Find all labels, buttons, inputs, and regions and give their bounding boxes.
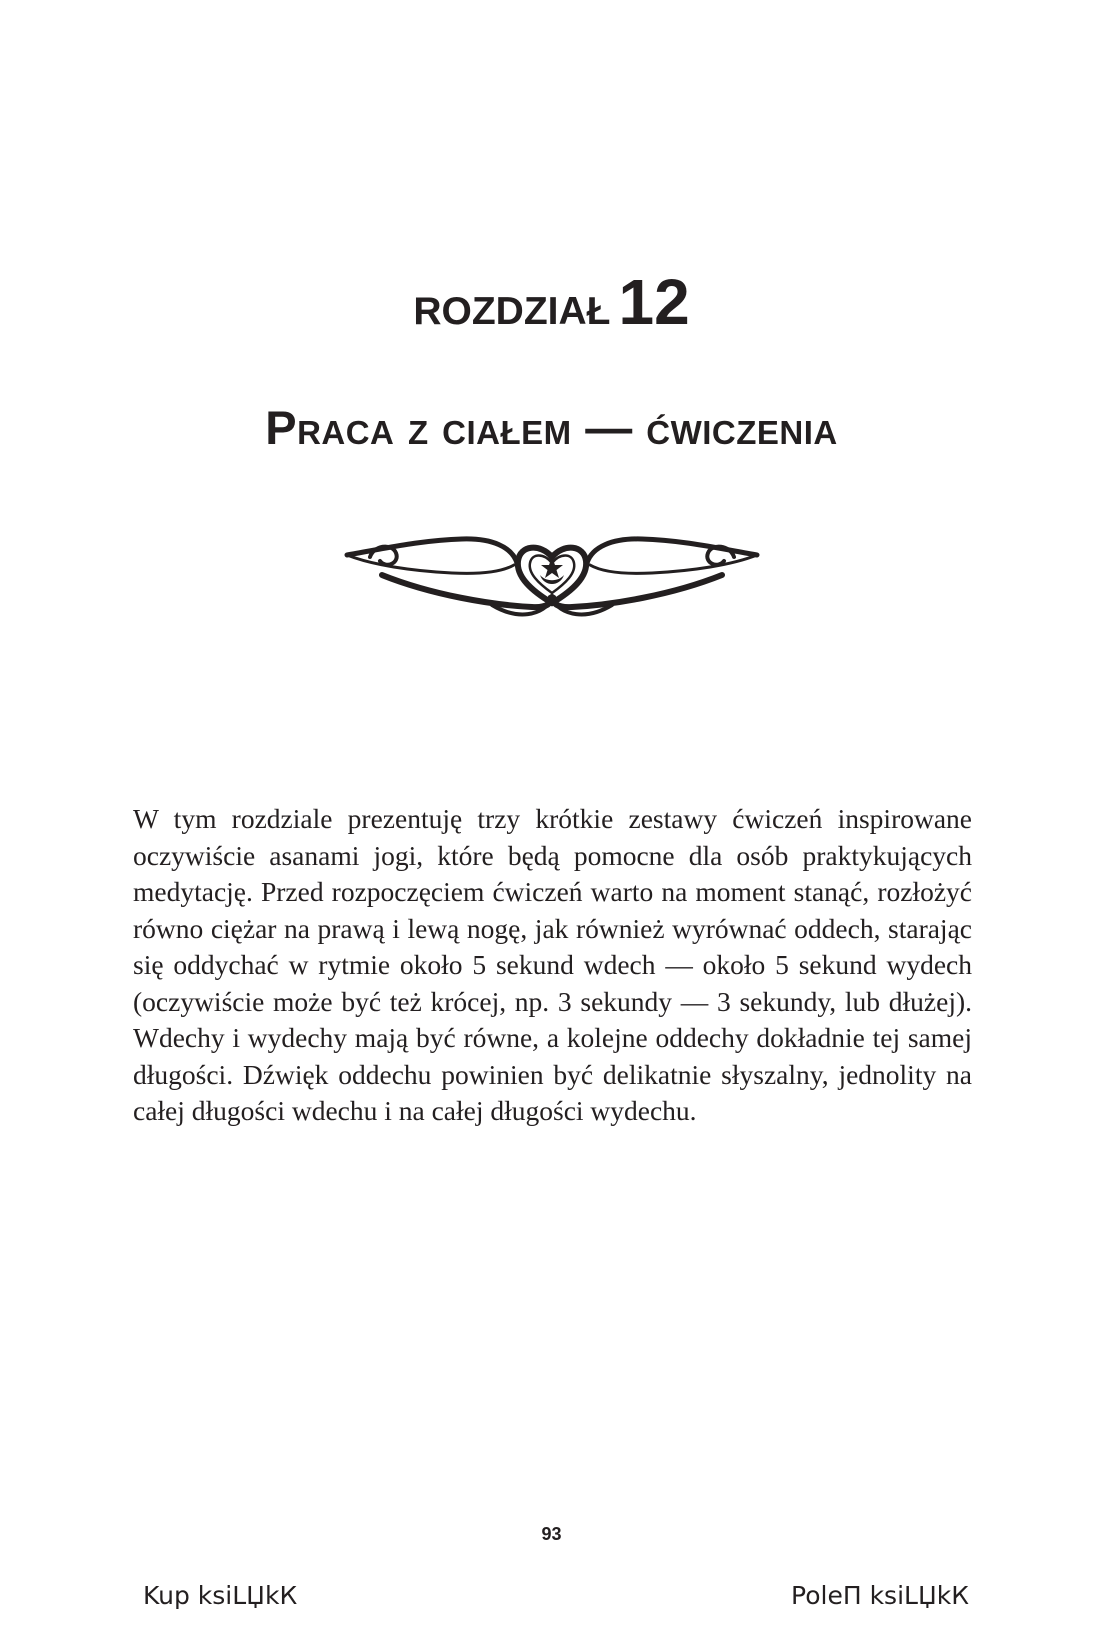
recommend-book-link[interactable]: PoleП ksiLЏkК (791, 1581, 969, 1610)
page-number: 93 (541, 1524, 562, 1544)
chapter-number: 12 (618, 266, 690, 338)
chapter-title: Praca z ciałem — ćwiczenia (265, 401, 838, 454)
flourish-divider-heart-icon (342, 535, 762, 635)
chapter-label: ROZDZIAŁ (413, 290, 611, 333)
buy-book-link[interactable]: Kup ksiLЏkК (143, 1581, 298, 1610)
chapter-intro-paragraph: W tym rozdziale prezentuję trzy krótkie zestawy ćwiczeń inspirowane oczywiście asanami jogi, które będą pomocne dla osób praktykujących medytację. Przed rozpoczęciem ćwiczeń warto na moment stanąć, rozłożyć równo ciężar na prawą i lewą nogę, jak również wyrównać oddech, starając się oddychać w rytmie około 5 sekund wdech — około 5 sekund wydech (oczywiście może być też krócej, np. 3 sekundy — 3 sekundy, lub dłużej). Wdechy i wydechy mają być równe, a kolejne oddechy dokładnie tej samej długości. Dźwięk oddechu powinien być delikatnie słyszalny, jednolity na całej długości wdechu i na całej długości wydechu. (133, 803, 972, 1126)
chapter-heading (0, 266, 1103, 338)
